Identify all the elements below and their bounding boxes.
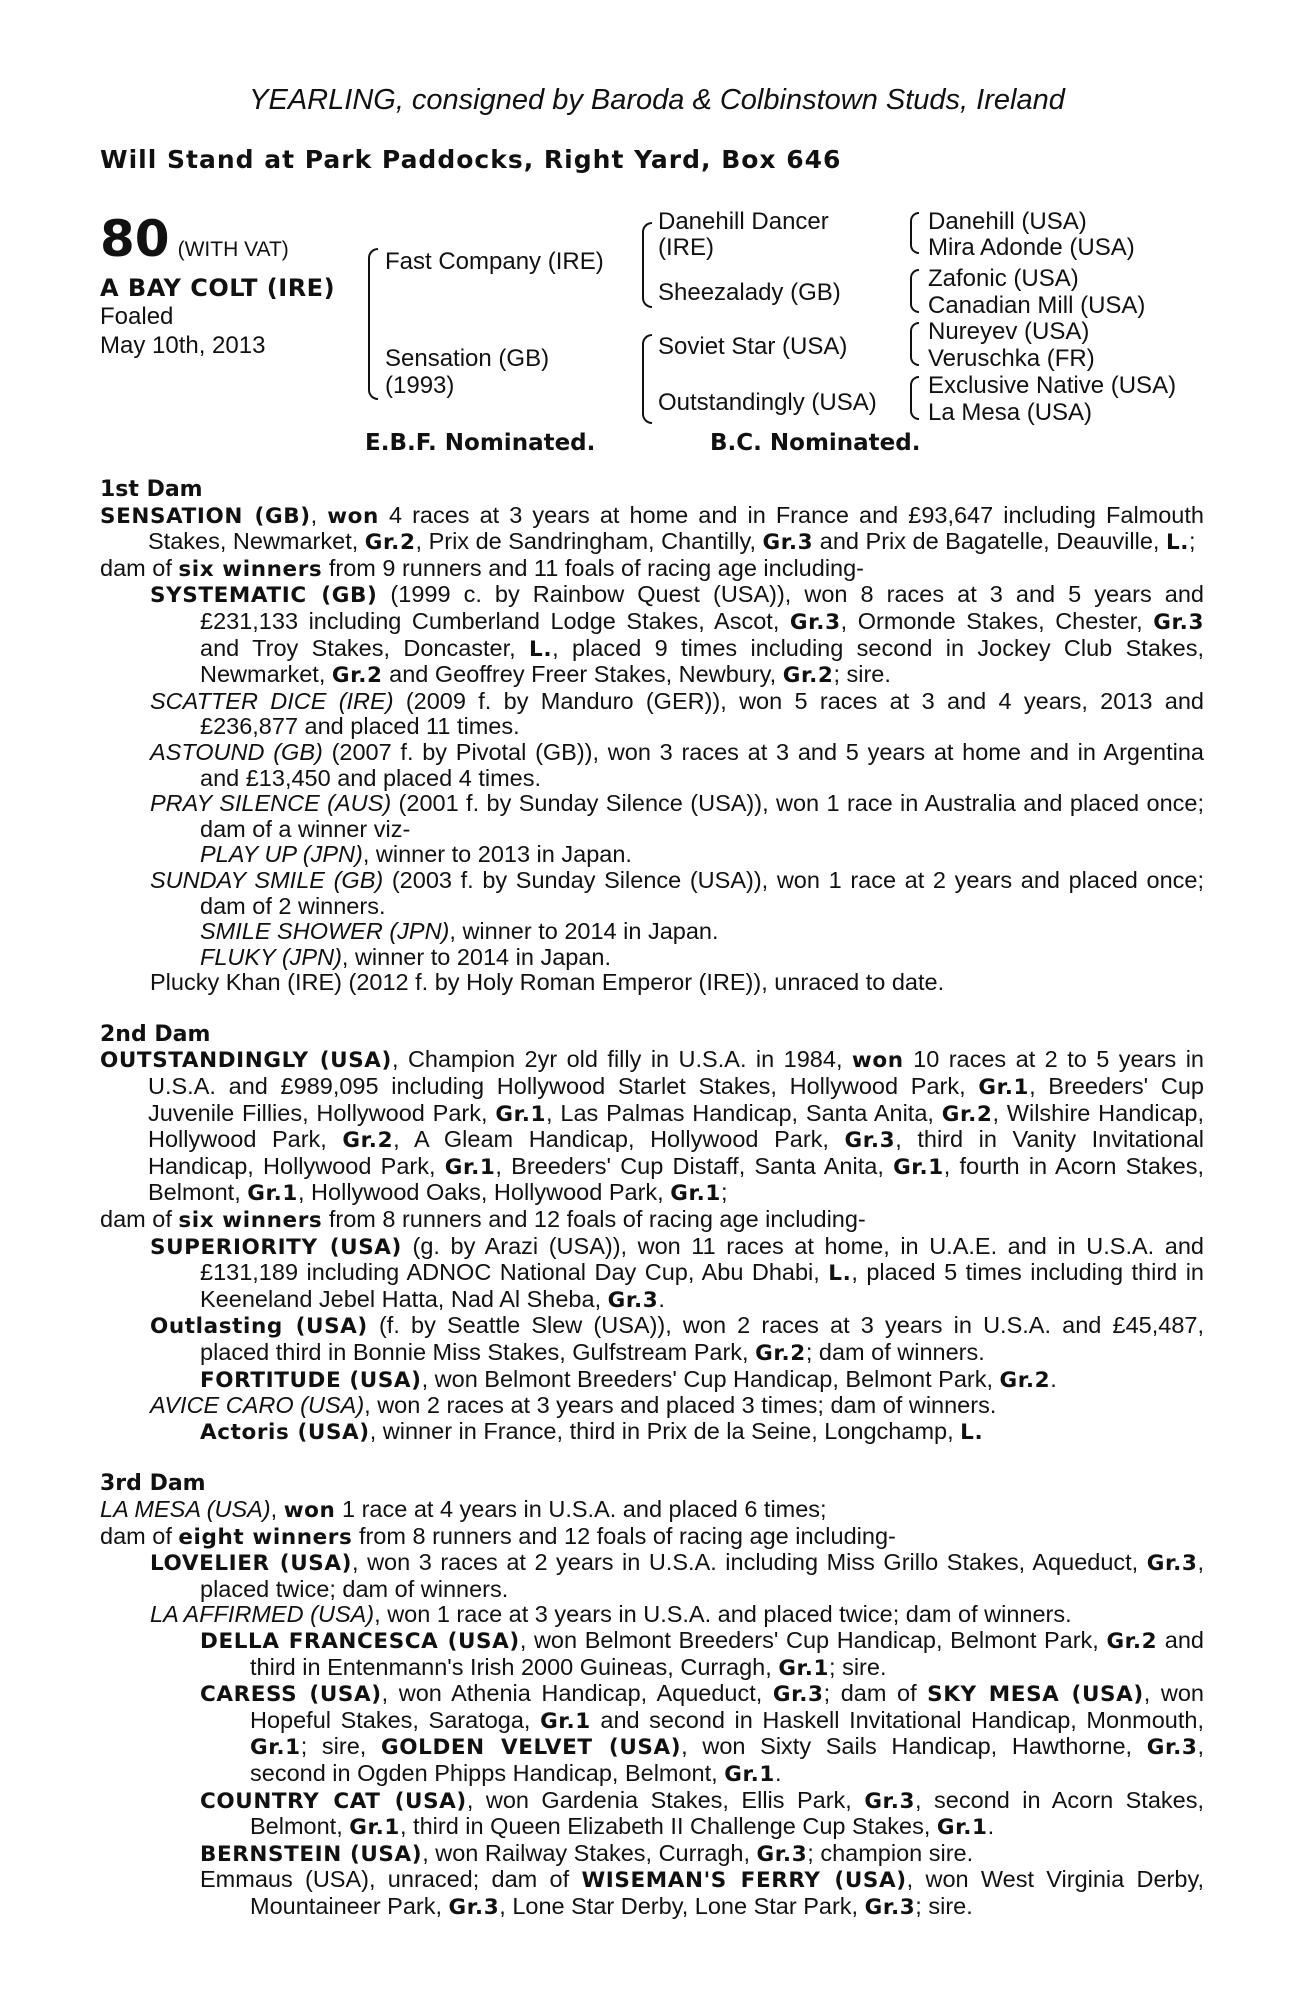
pedigree-g2: Mira Adonde (USA) [928, 234, 1135, 261]
produce-sub-entry: CARESS (USA), won Athenia Handicap, Aqueduct, Gr.3; dam of SKY MESA (USA), won Hopeful Stakes, Saratoga, Gr.1 and second in Haskell Invitational Handicap, Monmouth, Gr.1; sire, GOLDEN VELVET (USA), won Sixty Sails Handicap, Hawthorne, Gr.3, second in Ogden Phipps Handicap, Belmont, Gr.1. [200, 1680, 1204, 1787]
produce-entry: Plucky Khan (IRE) (2012 f. by Holy Roman Emperor (IRE)), unraced to date. [150, 969, 945, 996]
pedigree-g5: Nureyev (USA) [928, 318, 1090, 345]
pedigree-dam: Sensation (GB) [385, 345, 550, 372]
pedigree-g7: Exclusive Native (USA) [928, 372, 1177, 399]
second-dam-produce-line: dam of six winners from 8 runners and 12 foals of racing age including- [100, 1206, 866, 1234]
second-dam-name: OUTSTANDINGLY (USA) [100, 1048, 392, 1074]
pedigree-sire-sire-country: (IRE) [658, 234, 714, 261]
produce-entry: SUPERIORITY (USA) (g. by Arazi (USA)), won 11 races at home, in U.A.E. and in U.S.A. and £131,189 including ADNOC National Day Cup, Abu Dhabi, L., placed 5 times including third in Keeneland Jebel Hatta, Nad Al Sheba, Gr.3. [150, 1232, 1204, 1313]
produce-sub-entry: FORTITUDE (USA), won Belmont Breeders' Cup Handicap, Belmont Park, Gr.2. [200, 1365, 1057, 1393]
first-dam-heading: 1st Dam [100, 477, 203, 502]
second-dam-summary: OUTSTANDINGLY (USA), Champion 2yr old filly in U.S.A. in 1984, won 10 races at 2 to 5 years in U.S.A. and £989,095 including Hollywood Starlet Stakes, Hollywood Park, Gr.1, Breeders' Cup Juvenile Fillies, Hollywood Park, Gr.1, Las Palmas Handicap, Santa Anita, Gr.2, Wilshire Handicap, Hollywood Park, Gr.2, A Gleam Handicap, Hollywood Park, Gr.3, third in Vanity Invitational Handicap, Hollywood Park, Gr.1, Breeders' Cup Distaff, Santa Anita, Gr.1, fourth in Acorn Stakes, Belmont, Gr.1, Hollywood Oaks, Hollywood Park, Gr.1; [100, 1046, 1205, 1207]
produce-sub-entry: DELLA FRANCESCA (USA), won Belmont Breeders' Cup Handicap, Belmont Park, Gr.2 and third in Entenmann's Irish 2000 Guineas, Curragh, Gr.1; sire. [200, 1626, 1204, 1681]
produce-sub-entry: Emmaus (USA), unraced; dam of WISEMAN'S FERRY (USA), won West Virginia Derby, Mountaineer Park, Gr.3, Lone Star Derby, Lone Star Park, Gr.3; sire. [200, 1866, 1204, 1920]
produce-entry: LA AFFIRMED (USA), won 1 race at 3 years in U.S.A. and placed twice; dam of winners. [150, 1601, 1072, 1628]
produce-sub-entry: Actoris (USA), winner in France, third in Prix de la Seine, Longchamp, L. [200, 1417, 984, 1445]
pedigree-brace [910, 212, 919, 254]
pedigree-g3: Zafonic (USA) [928, 265, 1079, 292]
second-dam-heading: 2nd Dam [100, 1021, 211, 1047]
pedigree-brace [368, 248, 378, 400]
first-dam-produce-line: dam of six winners from 9 runners and 11 foals of racing age including- [100, 554, 865, 582]
colt-description: A BAY COLT (IRE) [100, 274, 336, 302]
produce-entry: AVICE CARO (USA), won 2 races at 3 years and placed 3 times; dam of winners. [150, 1392, 997, 1419]
third-dam-name: LA MESA (USA) [100, 1495, 271, 1522]
pedigree-brace [910, 269, 919, 313]
produce-entry: LOVELIER (USA), won 3 races at 2 years in U.S.A. including Miss Grillo Stakes, Aqueduct, Gr.3, placed twice; dam of winners. [150, 1549, 1204, 1602]
pedigree-brace [642, 334, 652, 424]
pedigree-g4: Canadian Mill (USA) [928, 292, 1146, 319]
pedigree-g1: Danehill (USA) [928, 208, 1087, 235]
pedigree-g8: La Mesa (USA) [928, 399, 1093, 426]
produce-sub-entry: COUNTRY CAT (USA), won Gardenia Stakes, Ellis Park, Gr.3, second in Acorn Stakes, Belmont, Gr.1, third in Queen Elizabeth II Challenge Cup Stakes, Gr.1. [200, 1786, 1204, 1841]
pedigree-brace [910, 322, 919, 366]
produce-sub-entry: BERNSTEIN (USA), won Railway Stakes, Curragh, Gr.3; champion sire. [200, 1839, 974, 1867]
produce-entry: PRAY SILENCE (AUS) (2001 f. by Sunday Silence (USA)), won 1 race in Australia and placed once; dam of a winner viz- [150, 790, 1204, 842]
first-dam-name: SENSATION (GB) [100, 503, 311, 529]
third-dam-heading: 3rd Dam [100, 1471, 206, 1497]
pedigree-sire-sire: Danehill Dancer [658, 208, 829, 235]
produce-entry: Outlasting (USA) (f. by Seattle Slew (USA)), won 2 races at 3 years in U.S.A. and £45,487, placed third in Bonnie Miss Stakes, Gulfstream Park, Gr.2; dam of winners. [150, 1312, 1204, 1366]
first-dam-summary: SENSATION (GB), won 4 races at 3 years at home and in France and £93,647 including Falmouth Stakes, Newmarket, Gr.2, Prix de Sandringham, Chantilly, Gr.3 and Prix de Bagatelle, Deauville, L.; [100, 501, 1204, 556]
produce-entry: ASTOUND (GB) (2007 f. by Pivotal (GB)), won 3 races at 3 and 5 years at home and in Argentina and £13,450 and placed 4 times. [150, 738, 1204, 791]
pedigree-sire-dam: Sheezalady (GB) [658, 279, 841, 306]
produce-entry: SCATTER DICE (IRE) (2009 f. by Manduro (GER)), won 5 races at 3 and 4 years, 2013 and £236,877 and placed 11 times. [150, 687, 1204, 740]
pedigree-dam-year: (1993) [385, 372, 455, 399]
lot-block [100, 210, 335, 360]
pedigree-dam-sire: Soviet Star (USA) [658, 333, 848, 360]
third-dam-produce-line: dam of eight winners from 8 runners and 12 foals of racing age including- [100, 1522, 896, 1550]
produce-sub-entry: FLUKY (JPN), winner to 2014 in Japan. [200, 943, 612, 970]
pedigree-brace [642, 222, 652, 308]
bc-nomination: B.C. Nominated. [710, 430, 921, 456]
produce-sub-entry: PLAY UP (JPN), winner to 2013 in Japan. [200, 841, 632, 868]
dam-line-text [100, 477, 1204, 1920]
stand-location: Will Stand at Park Paddocks, Right Yard, Box 646 [100, 145, 842, 174]
lot-vat: (WITH VAT) [177, 238, 289, 261]
foaled-label: Foaled [100, 303, 174, 330]
third-dam-summary: LA MESA (USA), won 1 race at 4 years in U.S.A. and placed 6 times; [100, 1495, 827, 1523]
produce-sub-entry: SMILE SHOWER (JPN), winner to 2014 in Japan. [200, 918, 719, 945]
pedigree-dam-dam: Outstandingly (USA) [658, 389, 877, 416]
pedigree-g6: Veruschka (FR) [928, 345, 1095, 372]
catalogue-header: YEARLING, consigned by Baroda & Colbinstown Studs, Ireland [249, 84, 1065, 116]
pedigree-brace [910, 376, 919, 420]
foaled-date: May 10th, 2013 [100, 332, 266, 359]
ebf-nomination: E.B.F. Nominated. [365, 430, 596, 456]
lot-number: 80 [100, 210, 170, 268]
pedigree-sire: Fast Company (IRE) [385, 248, 604, 275]
produce-entry: SUNDAY SMILE (GB) (2003 f. by Sunday Silence (USA)), won 1 race at 2 years and placed once; dam of 2 winners. [150, 866, 1205, 919]
produce-entry: SYSTEMATIC (GB) (1999 c. by Rainbow Quest (USA)), won 8 races at 3 and 5 years and £231,133 including Cumberland Lodge Stakes, Ascot, Gr.3, Ormonde Stakes, Chester, Gr.3 and Troy Stakes, Doncaster, L., placed 9 times including second in Jockey Club Stakes, Newmarket, Gr.2 and Geoffrey Freer Stakes, Newbury, Gr.2; sire. [150, 581, 1205, 689]
